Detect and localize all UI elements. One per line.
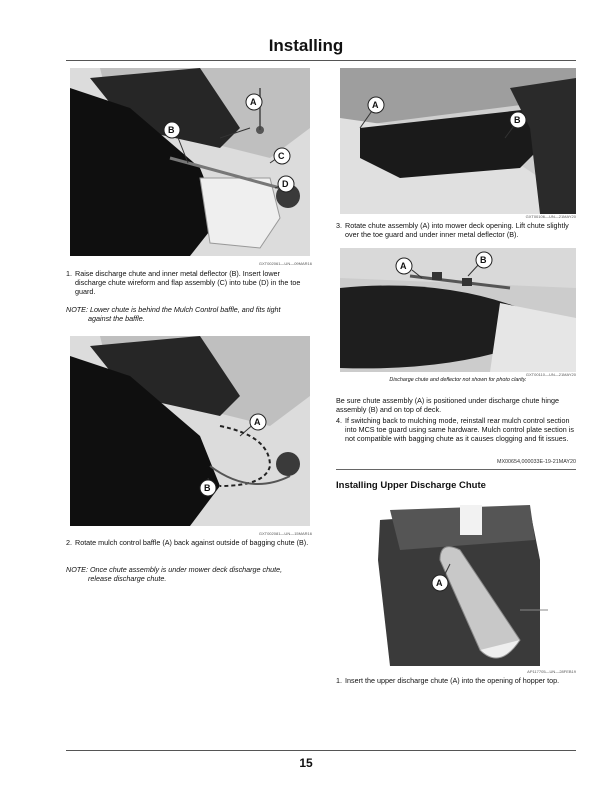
step-4: [336, 416, 576, 443]
section-divider: [336, 469, 576, 470]
section-heading: Installing Upper Discharge Chute: [336, 480, 486, 491]
step-text: Rotate mulch control baffle (A) back against outside of bagging chute (B).: [75, 538, 309, 547]
callout-d-label: D: [282, 179, 289, 189]
step-3: [336, 221, 576, 239]
page-number: 15: [299, 756, 313, 770]
callout-c-label: C: [278, 151, 285, 161]
callout-a-label: A: [254, 417, 261, 427]
callout-a-label: A: [400, 261, 407, 271]
note-line-2: against the baffle.: [88, 314, 145, 323]
paragraph-chute-position: Be sure chute assembly (A) is positioned under discharge chute hinge assembly (B) and on top of deck.: [336, 396, 559, 414]
figure-mulch-baffle-photo: [70, 336, 310, 526]
callout-b-label: B: [168, 125, 175, 135]
step-number: 1.: [336, 676, 342, 685]
callout-a-label: A: [250, 97, 257, 107]
header-rule: [66, 60, 576, 61]
callout-b-label: B: [204, 483, 211, 493]
step-number: 3.: [336, 221, 342, 230]
step-number: 4.: [336, 416, 342, 425]
document-reference: MX00654,000033E-19-21MAY20: [496, 459, 576, 465]
figure-chute-wireform-photo: [70, 68, 310, 256]
step-text: Rotate chute assembly (A) into mower deck opening. Lift chute slightly over the toe guard and under inner metal deflector (B).: [345, 221, 569, 239]
figure-hinge-assembly-photo: [340, 248, 576, 372]
figure-code: GXT002061—UN—09MAR16: [258, 261, 312, 266]
note-lower-chute: [66, 305, 312, 323]
figure-chute-rotate-photo: [340, 68, 576, 214]
note-line-2: release discharge chute.: [88, 574, 167, 583]
figure-code: GXT00106—UN—21MAY20: [525, 214, 576, 219]
figure-upper-chute-photo: [370, 500, 548, 666]
callout-b-label: B: [514, 115, 521, 125]
step-text: Insert the upper discharge chute (A) into the opening of hopper top.: [345, 676, 560, 685]
note-line-1: NOTE: Lower chute is behind the Mulch Control baffle, and fits tight: [66, 305, 281, 314]
footer-rule: [66, 750, 576, 751]
figure-code: AP117705—UN—28FEB19: [527, 669, 576, 674]
step-number: 1.: [66, 269, 72, 278]
note-line-1: NOTE: Once chute assembly is under mower deck discharge chute,: [66, 565, 283, 574]
figure-caption: Discharge chute and deflector not shown for photo clarity.: [389, 377, 527, 383]
step-2: [66, 538, 312, 547]
step-number: 2.: [66, 538, 72, 547]
callout-a-label: A: [372, 100, 379, 110]
callout-b-label: B: [480, 255, 487, 265]
figure-code: GXT002081—UN—15MAR16: [258, 531, 312, 536]
step-text: Raise discharge chute and inner metal deflector (B). Insert lower discharge chute wireform and flap assembly (C) into tube (D) in the toe guard.: [75, 269, 301, 296]
figure-code: GXT00110—UN—21MAY20: [525, 372, 576, 377]
step-text: If switching back to mulching mode, reinstall rear mulch control section into MCS toe guard using same hardware. Mulch control plate section is not compatible with bagging chute as it causes clogging and fit issues.: [345, 416, 574, 443]
page-title: Installing: [268, 36, 344, 55]
step-insert-upper-chute: [336, 676, 576, 685]
note-chute-assembly: [66, 565, 312, 583]
callout-a-label: A: [436, 578, 443, 588]
step-1: [66, 269, 312, 296]
